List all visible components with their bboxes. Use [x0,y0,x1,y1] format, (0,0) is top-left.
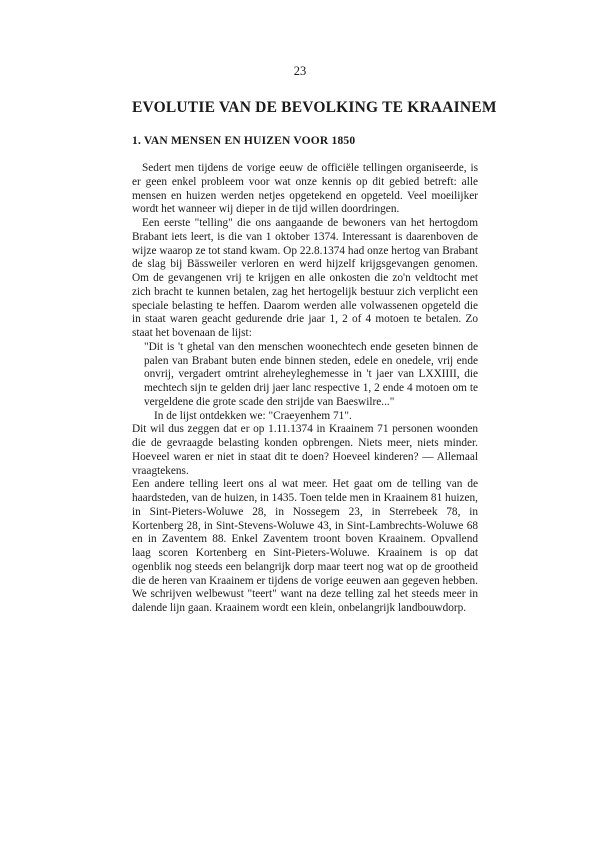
paragraph: Een andere telling leert ons al wat meer. Het gaat om de telling van de haardsteden, van de huizen, in 1435. Toen telde men in Kraainem 81 huizen, in Sint-Pieters-Woluwe 28, in Nossegem 23, in Sterrebeek 78, in Kortenberg 28, in Sint-Stevens-Woluwe 43, in Sint-Lambrechts-Woluwe 68 en in Zaventem 88. Enkel Zaventem troont boven Kraainem. Opvallend laag scoren Kortenberg en Sint-Pieters-Woluwe. Kraainem is op dat ogenblik nog steeds een belangrijk dorp maar teert nog wat op de grootheid die de heren van Kraainem er tijdens de vorige eeuwen aan gegeven hebben. We schrijven welbewust "teert" want na deze telling zal het steeds meer in dalende lijn gaan. Kraainem wordt een klein, onbelangrijk landbouwdorp. [132,478,478,614]
paragraph: Dit wil dus zeggen dat er op 1.11.1374 in Kraainem 71 personen woonden die de gevraagde belasting konden opbrengen. Niets meer, niets minder. Hoeveel waren er niet in staat dit te doen? Hoeveel kinderen? — Allemaal vraagtekens. [132,423,478,477]
page-number: 23 [293,64,307,78]
quote-block: "Dit is 't ghetal van den menschen woonechtech ende geseten binnen de palen van Brabant buten ende binnen steden, edele en onedele, vrij ende onvrij, vergadert omtrint alreheyleghemesse in 't jaer van LXXIIII, die mechtech sijn te gelden drij jaer lanc respective 1, 2 ende 4 motoen om te vergeldene die grote scade den strijde van Baeswilre..." [144,340,478,408]
chapter-title: EVOLUTIE VAN DE BEVOLKING TE KRAAINEM [132,99,497,116]
paragraph: Een eerste "telling" die ons aangaande de bewoners van het hertogdom Brabant iets leert, is die van 1 oktober 1374. Interessant is daarenboven de wijze waarop ze tot stand kwam. Op 22.8.1374 had onze hertog van Brabant de slag bij Bässweiler verloren en werd hijzelf krijgsgevangen genomen. Om de gevangenen vrij te krijgen en alle onkosten die zo'n veldtocht met zich bracht te kunnen betalen, zag het hertogelijk bestuur zich verplicht een speciale belasting te heffen. Daarom werden alle volwassenen opgeteld die in staat waren geacht gedurende drie jaar 1, 2 of 4 motoen te betalen. Zo staat het bovenaan de lijst: [132,217,478,339]
paragraph: Sedert men tijdens de vorige eeuw de officiële tellingen organiseerde, is er geen enkel probleem voor wat onze kennis op dit gebied betreft: alle mensen en huizen werden netjes opgetekend en opgeteld. Veel moeilijker wordt het wanneer wij dieper in de tijd willen doordringen. [132,162,478,216]
paragraph: In de lijst ontdekken we: "Craeyenhem 71". [154,409,352,422]
body-text [132,162,478,616]
section-heading: 1. VAN MENSEN EN HUIZEN VOOR 1850 [132,135,356,147]
